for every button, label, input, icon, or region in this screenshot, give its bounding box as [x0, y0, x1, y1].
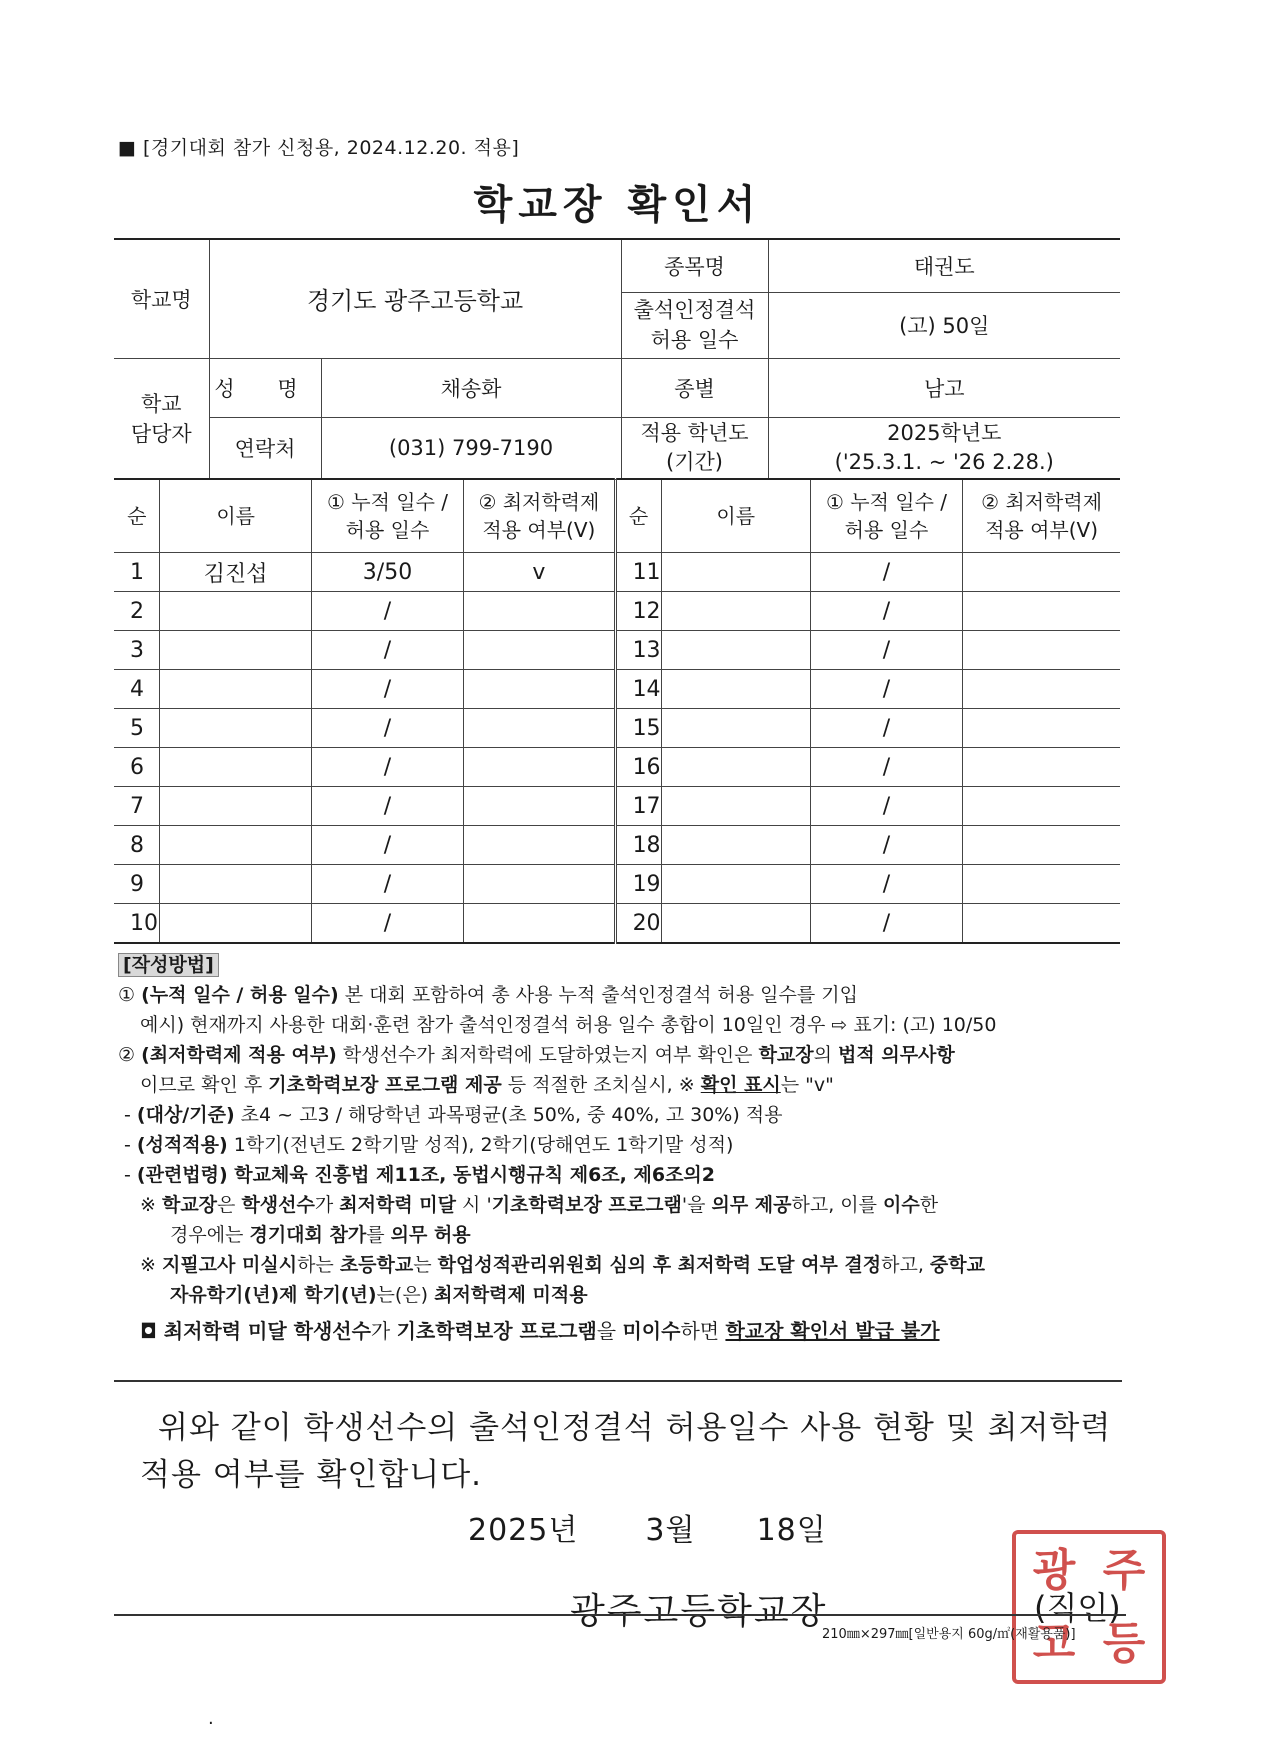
- row-min-check: [963, 709, 1120, 748]
- issue-date: [468, 1505, 827, 1549]
- row-name: [160, 631, 311, 670]
- row-days: /: [810, 592, 962, 631]
- roster-row: [114, 787, 1120, 826]
- event-label: 종목명: [621, 239, 768, 292]
- row-min-check: [963, 592, 1120, 631]
- row-days: /: [810, 748, 962, 787]
- row-min-check: [464, 709, 615, 748]
- date-month: 3월: [645, 1513, 696, 1548]
- min-header-line1: ② 최저학력제: [478, 490, 600, 514]
- roster-row: [114, 904, 1120, 944]
- row-min-check: [464, 748, 615, 787]
- year-value-line2: ('25.3.1. ~ '26 2.28.): [834, 450, 1054, 474]
- row-name: [160, 748, 311, 787]
- paper-spec: 210㎜×297㎜[일반용지 60g/㎡(재활용품)]: [822, 1627, 1076, 1642]
- roster-row: [114, 748, 1120, 787]
- instructions-heading: [작성방법]: [118, 953, 219, 977]
- instruction-line: 자유학기(년)제 학기(년)는(은) 최저학력제 미적용: [170, 1284, 588, 1306]
- name-header: 이름: [160, 479, 311, 553]
- row-name: [160, 592, 311, 631]
- row-days: /: [311, 592, 463, 631]
- row-days: /: [311, 904, 463, 944]
- row-name: [661, 865, 810, 904]
- form-header-note: ■ [경기대회 참가 신청용, 2024.12.20. 적용]: [118, 137, 520, 159]
- year-label-line1: 적용 학년도: [640, 421, 749, 445]
- staff-label-line1: 학교: [140, 391, 182, 416]
- row-min-check: [464, 826, 615, 865]
- allowed-days-label-line1: 출석인정결석: [633, 298, 756, 322]
- min-header-line2: 적용 여부(V): [482, 518, 596, 542]
- row-days: 3/50: [311, 553, 463, 592]
- row-min-check: [464, 592, 615, 631]
- confirmation-statement: [140, 1405, 1120, 1499]
- row-seq: 19: [615, 865, 661, 904]
- instruction-line: - (성적적용) 1학기(전년도 2학기말 성적), 2학기(당해연도 1학기말 성적): [124, 1134, 734, 1156]
- min-header-line2: 적용 여부(V): [985, 518, 1099, 542]
- min-header: [464, 479, 615, 553]
- event-value: 태권도: [768, 239, 1120, 292]
- row-min-check: [963, 553, 1120, 592]
- row-name: [160, 787, 311, 826]
- year-value: [768, 417, 1120, 479]
- instructions-section: [118, 950, 1128, 1346]
- row-days: /: [311, 787, 463, 826]
- row-name: [160, 865, 311, 904]
- row-seq: 5: [114, 709, 160, 748]
- min-header: [963, 479, 1120, 553]
- instruction-line: 경우에는 경기대회 참가를 의무 허용: [170, 1224, 471, 1246]
- row-name: [661, 631, 810, 670]
- school-name: 경기도 광주고등학교: [209, 239, 621, 358]
- instruction-line: - (대상/기준) 초4 ~ 고3 / 해당학년 과목평균(초 50%, 중 40%, 고 30%) 적용: [124, 1104, 783, 1126]
- row-days: /: [810, 631, 962, 670]
- allowed-days-value: (고) 50일: [768, 292, 1120, 358]
- row-min-check: [464, 787, 615, 826]
- student-roster-table: [114, 478, 1120, 944]
- principal-title: 광주고등학교장: [570, 1591, 828, 1632]
- row-min-check: [464, 865, 615, 904]
- row-min-check: [464, 631, 615, 670]
- name-header: 이름: [661, 479, 810, 553]
- row-name: [160, 670, 311, 709]
- school-info-table: [114, 238, 1120, 480]
- date-day: 18일: [756, 1513, 827, 1548]
- document-title: 학교장 확인서: [473, 182, 762, 228]
- row-min-check: v: [464, 553, 615, 592]
- roster-row: [114, 709, 1120, 748]
- school-label: 학교명: [114, 239, 209, 358]
- row-seq: 14: [615, 670, 661, 709]
- year-value-line1: 2025학년도: [887, 421, 1002, 445]
- row-min-check: [963, 670, 1120, 709]
- days-header: [810, 479, 962, 553]
- row-min-check: [963, 787, 1120, 826]
- row-name: [160, 709, 311, 748]
- instruction-line: ① (누적 일수 / 허용 일수) 본 대회 포함하여 총 사용 누적 출석인정결석 허용 일수를 기입: [118, 984, 858, 1006]
- staff-label: [114, 358, 209, 479]
- roster-row: [114, 631, 1120, 670]
- row-days: /: [810, 904, 962, 944]
- seq-header: 순: [114, 479, 160, 553]
- row-name: [661, 787, 810, 826]
- instruction-notice: ◘ 최저학력 미달 학생선수가 기초학력보장 프로그램을 미이수하면 학교장 확인서 발급 불가: [140, 1319, 940, 1343]
- row-seq: 2: [114, 592, 160, 631]
- category-label: 종별: [621, 358, 768, 417]
- roster-row: [114, 592, 1120, 631]
- instruction-line: 이므로 확인 후 기초학력보장 프로그램 제공 등 적절한 조치실시, ※ 확인 표시는 "v": [140, 1074, 834, 1096]
- row-days: /: [810, 670, 962, 709]
- row-name: [160, 826, 311, 865]
- instruction-line: 예시) 현재까지 사용한 대회·훈련 참가 출석인정결석 허용 일수 총합이 10일인 경우 ⇨ 표기: (고) 10/50: [140, 1014, 997, 1036]
- allowed-days-label: [621, 292, 768, 358]
- row-min-check: [963, 904, 1120, 944]
- row-name: 김진섭: [160, 553, 311, 592]
- name-label: 성 명: [209, 358, 321, 417]
- roster-row: [114, 865, 1120, 904]
- row-name: [160, 904, 311, 944]
- row-seq: 10: [114, 904, 160, 944]
- row-days: /: [311, 826, 463, 865]
- row-seq: 11: [615, 553, 661, 592]
- roster-row: [114, 670, 1120, 709]
- seq-header: 순: [615, 479, 661, 553]
- row-seq: 12: [615, 592, 661, 631]
- days-header-line2: 허용 일수: [345, 518, 430, 542]
- row-name: [661, 553, 810, 592]
- row-seq: 1: [114, 553, 160, 592]
- row-days: /: [311, 631, 463, 670]
- row-name: [661, 670, 810, 709]
- row-name: [661, 592, 810, 631]
- instruction-line: ② (최저학력제 적용 여부) 학생선수가 최저학력에 도달하였는지 여부 확인은 학교장의 법적 의무사항: [118, 1044, 955, 1066]
- instruction-line: ※ 학교장은 학생선수가 최저학력 미달 시 '기초학력보장 프로그램'을 의무 제공하고, 이를 이수한: [140, 1194, 939, 1216]
- footer-divider: [114, 1614, 1126, 1616]
- days-header-line1: ① 누적 일수 /: [326, 490, 449, 514]
- row-min-check: [963, 826, 1120, 865]
- contact-value: (031) 799-7190: [321, 417, 621, 479]
- row-min-check: [464, 904, 615, 944]
- row-min-check: [464, 670, 615, 709]
- row-min-check: [963, 748, 1120, 787]
- row-seq: 15: [615, 709, 661, 748]
- divider: [114, 1380, 1122, 1382]
- seal-label: (직인): [1034, 1589, 1121, 1627]
- row-days: /: [810, 553, 962, 592]
- statement-line2: 적용 여부를 확인합니다.: [140, 1457, 483, 1493]
- days-header-line2: 허용 일수: [844, 518, 929, 542]
- row-seq: 3: [114, 631, 160, 670]
- date-year: 2025년: [468, 1513, 579, 1548]
- row-seq: 8: [114, 826, 160, 865]
- row-days: /: [810, 826, 962, 865]
- row-seq: 18: [615, 826, 661, 865]
- row-days: /: [311, 865, 463, 904]
- row-seq: 16: [615, 748, 661, 787]
- year-label-line2: (기간): [666, 450, 723, 474]
- instruction-line: ※ 지필고사 미실시하는 초등학교는 학업성적관리위원회 심의 후 최저학력 도달 여부 결정하고, 중학교: [140, 1254, 985, 1276]
- row-days: /: [810, 787, 962, 826]
- row-days: /: [311, 748, 463, 787]
- footer-mark: .: [208, 1708, 214, 1729]
- official-seal-stamp: 광 주 고 등: [1012, 1530, 1166, 1684]
- row-seq: 6: [114, 748, 160, 787]
- row-days: /: [810, 709, 962, 748]
- days-header-line1: ① 누적 일수 /: [825, 490, 948, 514]
- row-min-check: [963, 631, 1120, 670]
- year-label: [621, 417, 768, 479]
- row-min-check: [963, 865, 1120, 904]
- staff-label-line2: 담당자: [130, 421, 192, 446]
- min-header-line1: ② 최저학력제: [981, 490, 1103, 514]
- roster-row: [114, 826, 1120, 865]
- row-seq: 9: [114, 865, 160, 904]
- row-name: [661, 748, 810, 787]
- row-seq: 20: [615, 904, 661, 944]
- row-days: /: [311, 670, 463, 709]
- name-value: 채송화: [321, 358, 621, 417]
- row-name: [661, 904, 810, 944]
- category-value: 남고: [768, 358, 1120, 417]
- row-seq: 4: [114, 670, 160, 709]
- row-name: [661, 709, 810, 748]
- row-seq: 13: [615, 631, 661, 670]
- days-header: [311, 479, 463, 553]
- statement-line1: 위와 같이 학생선수의 출석인정결석 허용일수 사용 현황 및 최저학력: [158, 1410, 1112, 1446]
- row-name: [661, 826, 810, 865]
- instruction-line: - (관련법령) 학교체육 진흥법 제11조, 동법시행규칙 제6조, 제6조의2: [124, 1164, 715, 1186]
- row-seq: 7: [114, 787, 160, 826]
- row-days: /: [311, 709, 463, 748]
- contact-label: 연락처: [209, 417, 321, 479]
- roster-row: [114, 553, 1120, 592]
- row-seq: 17: [615, 787, 661, 826]
- roster-header-row: [114, 479, 1120, 553]
- allowed-days-label-line2: 허용 일수: [650, 328, 739, 352]
- row-days: /: [810, 865, 962, 904]
